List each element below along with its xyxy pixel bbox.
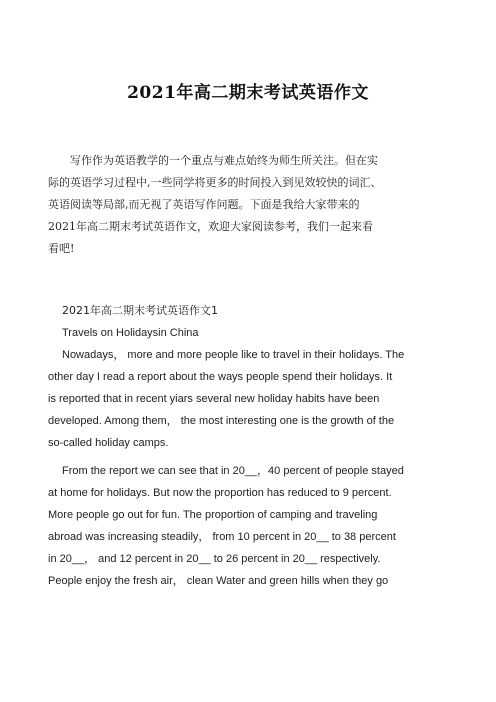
paragraph-line: More people go out for fun. The proportion of camping and traveling [48,509,378,521]
essay-body [48,300,452,592]
paragraph-line: From the report we can see that in 20__，40 percent of people stayed [62,465,404,477]
section-heading: 2021年高二期末考试英语作文1 [62,304,218,317]
paragraph-line: abroad was increasing steadily， from 10 percent in 20__ to 38 percent [48,531,396,543]
intro-line: 际的英语学习过程中,一些同学将更多的时间投入到见效较快的词汇、 [48,176,382,189]
paragraph-line: in 20__， and 12 percent in 20__ to 26 percent in 20__ respectively. [48,553,381,565]
paragraph-line: developed. Among them， the most interesting one is the growth of the [48,415,395,427]
paragraph-line: so-called holiday camps. [48,437,169,449]
essay-title: Travels on Holidaysin China [62,327,199,339]
document-title: 2021年高二期末考试英语作文 [127,83,369,103]
paragraph-line: is reported that in recent yiars several new holiday habits have been [48,393,380,405]
intro-line: 写作作为英语教学的一个重点与难点始终为师生所关注。但在实 [70,154,378,167]
paragraph-line: other day I read a report about the ways people spend their holidays. It [48,371,393,383]
paragraph-2 [48,460,452,592]
intro-paragraph [48,150,452,260]
paragraph-line: Nowadays， more and more people like to travel in their holidays. The [62,349,405,361]
paragraph-line: at home for holidays. But now the proportion has reduced to 9 percent. [48,487,392,499]
paragraph-line: People enjoy the fresh air， clean Water and green hills when they go [48,575,389,587]
intro-line: 2021年高二期末考试英语作文，欢迎大家阅读参考，我们一起来看 [48,220,373,233]
paragraph-1 [48,344,452,454]
intro-line: 看吧! [48,242,75,255]
intro-line: 英语阅读等局部,而无视了英语写作问题。下面是我给大家带来的 [48,198,360,211]
